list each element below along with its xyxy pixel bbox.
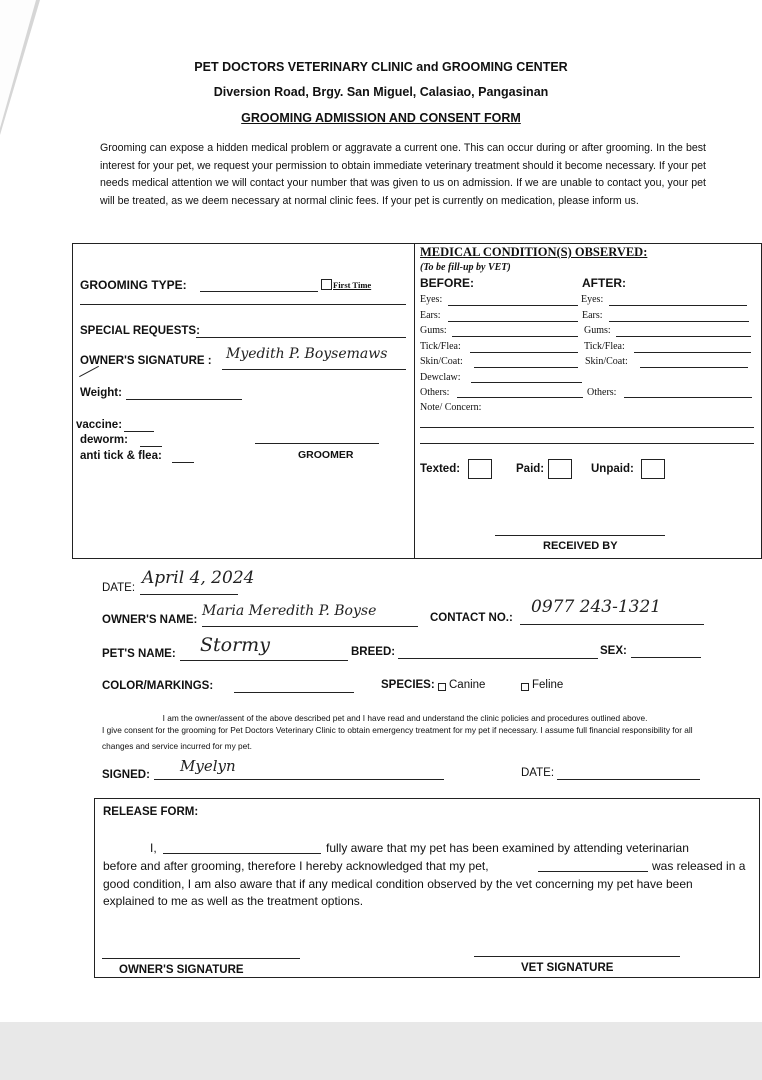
contact-handwriting: 0977 243-1321 xyxy=(531,597,662,617)
after-skincoat-line[interactable] xyxy=(640,367,748,368)
date-line[interactable] xyxy=(140,594,238,595)
grooming-type-line[interactable] xyxy=(200,291,318,292)
received-by-line[interactable] xyxy=(495,535,665,536)
after-eyes-label: Eyes: xyxy=(581,294,604,305)
consent-date-label: DATE: xyxy=(521,767,555,779)
after-tickflea-line[interactable] xyxy=(634,352,751,353)
weight-label: Weight: xyxy=(80,387,122,399)
after-ears-label: Ears: xyxy=(582,310,603,321)
anti-tick-label: anti tick & flea: xyxy=(80,450,162,462)
date-label: DATE: xyxy=(102,582,136,594)
vaccine-line[interactable] xyxy=(124,431,154,432)
before-tickflea-label: Tick/Flea: xyxy=(420,341,461,352)
owners-signature-handwriting: Myedith P. Boysemaws xyxy=(226,346,388,362)
after-eyes-line[interactable] xyxy=(609,305,747,306)
note-line-2[interactable] xyxy=(420,443,754,444)
consent-line-1: I am the owner/assent of the above described pet and I have read and understand the clinic policies and procedures outlined above. xyxy=(162,713,648,723)
breed-line[interactable] xyxy=(398,658,598,659)
after-gums-label: Gums: xyxy=(584,325,611,336)
before-skincoat-line[interactable] xyxy=(474,367,578,368)
before-gums-label: Gums: xyxy=(420,325,447,336)
dewclaw-label: Dewclaw: xyxy=(420,372,461,383)
release-title: RELEASE FORM: xyxy=(103,806,199,818)
contact-line[interactable] xyxy=(520,624,704,625)
form-title: GROOMING ADMISSION AND CONSENT FORM xyxy=(241,111,521,125)
release-name-line[interactable] xyxy=(163,853,321,854)
unpaid-label: Unpaid: xyxy=(591,463,634,475)
consent-line-2: I give consent for the grooming for Pet Doctors Veterinary Clinic to obtain emergency treatment for my pet if necessary. I assume full financial responsibility for all changes and service incurred for my pet. xyxy=(102,725,693,751)
vet-sig-line[interactable] xyxy=(474,956,680,957)
after-tickflea-label: Tick/Flea: xyxy=(584,341,625,352)
clinic-name: PET DOCTORS VETERINARY CLINIC and GROOMING CENTER xyxy=(194,60,568,74)
release-i: I, xyxy=(150,841,157,855)
panel-divider xyxy=(414,243,415,559)
consent-date-line[interactable] xyxy=(557,779,700,780)
vaccine-label: vaccine: xyxy=(76,419,123,431)
after-skincoat-label: Skin/Coat: xyxy=(585,356,628,367)
owner-name-label: OWNER'S NAME: xyxy=(102,614,198,626)
deworm-label: deworm: xyxy=(80,434,128,446)
release-text-3: good condition, I am also aware that if any medical condition observed by the vet concerning my pet have been xyxy=(103,877,693,891)
before-eyes-line[interactable] xyxy=(448,305,578,306)
before-gums-line[interactable] xyxy=(452,336,578,337)
medical-subtitle: (To be fill-up by VET) xyxy=(420,262,511,273)
before-tickflea-line[interactable] xyxy=(470,352,578,353)
owner-sig-label: OWNER'S SIGNATURE xyxy=(119,964,244,976)
release-text-1: fully aware that my pet has been examined by attending veterinarian xyxy=(326,841,689,855)
owners-signature-label: OWNER'S SIGNATURE : xyxy=(80,355,212,367)
received-by-label: RECEIVED BY xyxy=(543,540,618,552)
pet-name-line[interactable] xyxy=(180,660,348,661)
others-after-label: Others: xyxy=(587,387,617,398)
color-markings-line[interactable] xyxy=(234,692,354,693)
others-before-label: Others: xyxy=(420,387,450,398)
signed-label: SIGNED: xyxy=(102,769,150,781)
owner-sig-line[interactable] xyxy=(102,958,300,959)
breed-label: BREED: xyxy=(351,646,396,658)
pet-name-handwriting: Stormy xyxy=(200,634,270,656)
groomer-line[interactable] xyxy=(255,443,379,444)
date-handwriting: April 4, 2024 xyxy=(142,568,255,588)
before-skincoat-label: Skin/Coat: xyxy=(420,356,463,367)
signed-line[interactable] xyxy=(154,779,444,780)
medical-title: MEDICAL CONDITION(S) OBSERVED: xyxy=(420,245,648,259)
grooming-extra-line[interactable] xyxy=(80,304,406,305)
weight-line[interactable] xyxy=(126,399,242,400)
canine-checkbox[interactable] xyxy=(438,683,446,691)
deworm-line[interactable] xyxy=(140,446,162,447)
before-ears-line[interactable] xyxy=(448,321,578,322)
paid-label: Paid: xyxy=(516,463,545,475)
owner-name-line[interactable] xyxy=(202,626,418,627)
unpaid-checkbox[interactable] xyxy=(641,459,665,479)
after-heading: AFTER: xyxy=(582,276,626,290)
signed-handwriting: Myelyn xyxy=(180,757,236,775)
after-ears-line[interactable] xyxy=(609,321,749,322)
others-before-line[interactable] xyxy=(457,397,583,398)
feline-label: Feline xyxy=(532,679,564,691)
release-text-2b: was released in a xyxy=(652,859,746,873)
release-pet-line[interactable] xyxy=(538,871,648,872)
feline-checkbox[interactable] xyxy=(521,683,529,691)
species-label: SPECIES: xyxy=(381,679,435,691)
pet-name-label: PET'S NAME: xyxy=(102,648,176,660)
color-markings-label: COLOR/MARKINGS: xyxy=(102,680,214,692)
clinic-address: Diversion Road, Brgy. San Miguel, Calasiao, Pangasinan xyxy=(213,85,549,99)
release-text-2a: before and after grooming, therefore I hereby acknowledged that my pet, xyxy=(103,859,489,873)
before-heading: BEFORE: xyxy=(420,276,474,290)
note-label: Note/ Concern: xyxy=(420,402,482,413)
paid-checkbox[interactable] xyxy=(548,459,572,479)
first-time-checkbox[interactable] xyxy=(321,279,332,290)
anti-tick-line[interactable] xyxy=(172,462,194,463)
owner-name-handwriting: Maria Meredith P. Boyse xyxy=(202,603,377,619)
first-time-label: First Time xyxy=(333,280,372,290)
contact-label: CONTACT NO.: xyxy=(430,612,513,624)
grooming-type-label: GROOMING TYPE: xyxy=(80,278,187,292)
before-eyes-label: Eyes: xyxy=(420,294,443,305)
special-requests-label: SPECIAL REQUESTS: xyxy=(80,325,200,337)
note-line-1[interactable] xyxy=(420,427,754,428)
after-gums-line[interactable] xyxy=(616,336,751,337)
special-requests-line[interactable] xyxy=(196,337,406,338)
texted-label: Texted: xyxy=(420,463,461,475)
owners-signature-line[interactable] xyxy=(222,369,406,370)
texted-checkbox[interactable] xyxy=(468,459,492,479)
canine-label: Canine xyxy=(449,679,486,691)
dewclaw-line[interactable] xyxy=(471,382,582,383)
vet-sig-label: VET SIGNATURE xyxy=(521,962,614,974)
scan-bottom-edge xyxy=(0,1022,762,1080)
before-ears-label: Ears: xyxy=(420,310,441,321)
others-after-line[interactable] xyxy=(624,397,752,398)
release-text-4: explained to me as well as the treatment options. xyxy=(103,894,364,908)
groomer-label: GROOMER xyxy=(298,449,354,461)
sex-line[interactable] xyxy=(631,657,701,658)
sex-label: SEX: xyxy=(600,645,627,657)
intro-paragraph: Grooming can expose a hidden medical problem or aggravate a current one. This can occur during or after grooming. In the best interest for your pet, we request your permission to obtain immediate veterinary treatment should it become necessary. If your pet needs medical attention we will contact your number that was given to us on admission. If we are unable to contact you, your pet will be treated, as we deem necessary at normal clinic fees. If your pet is currently on medication, please inform us. xyxy=(100,142,706,207)
